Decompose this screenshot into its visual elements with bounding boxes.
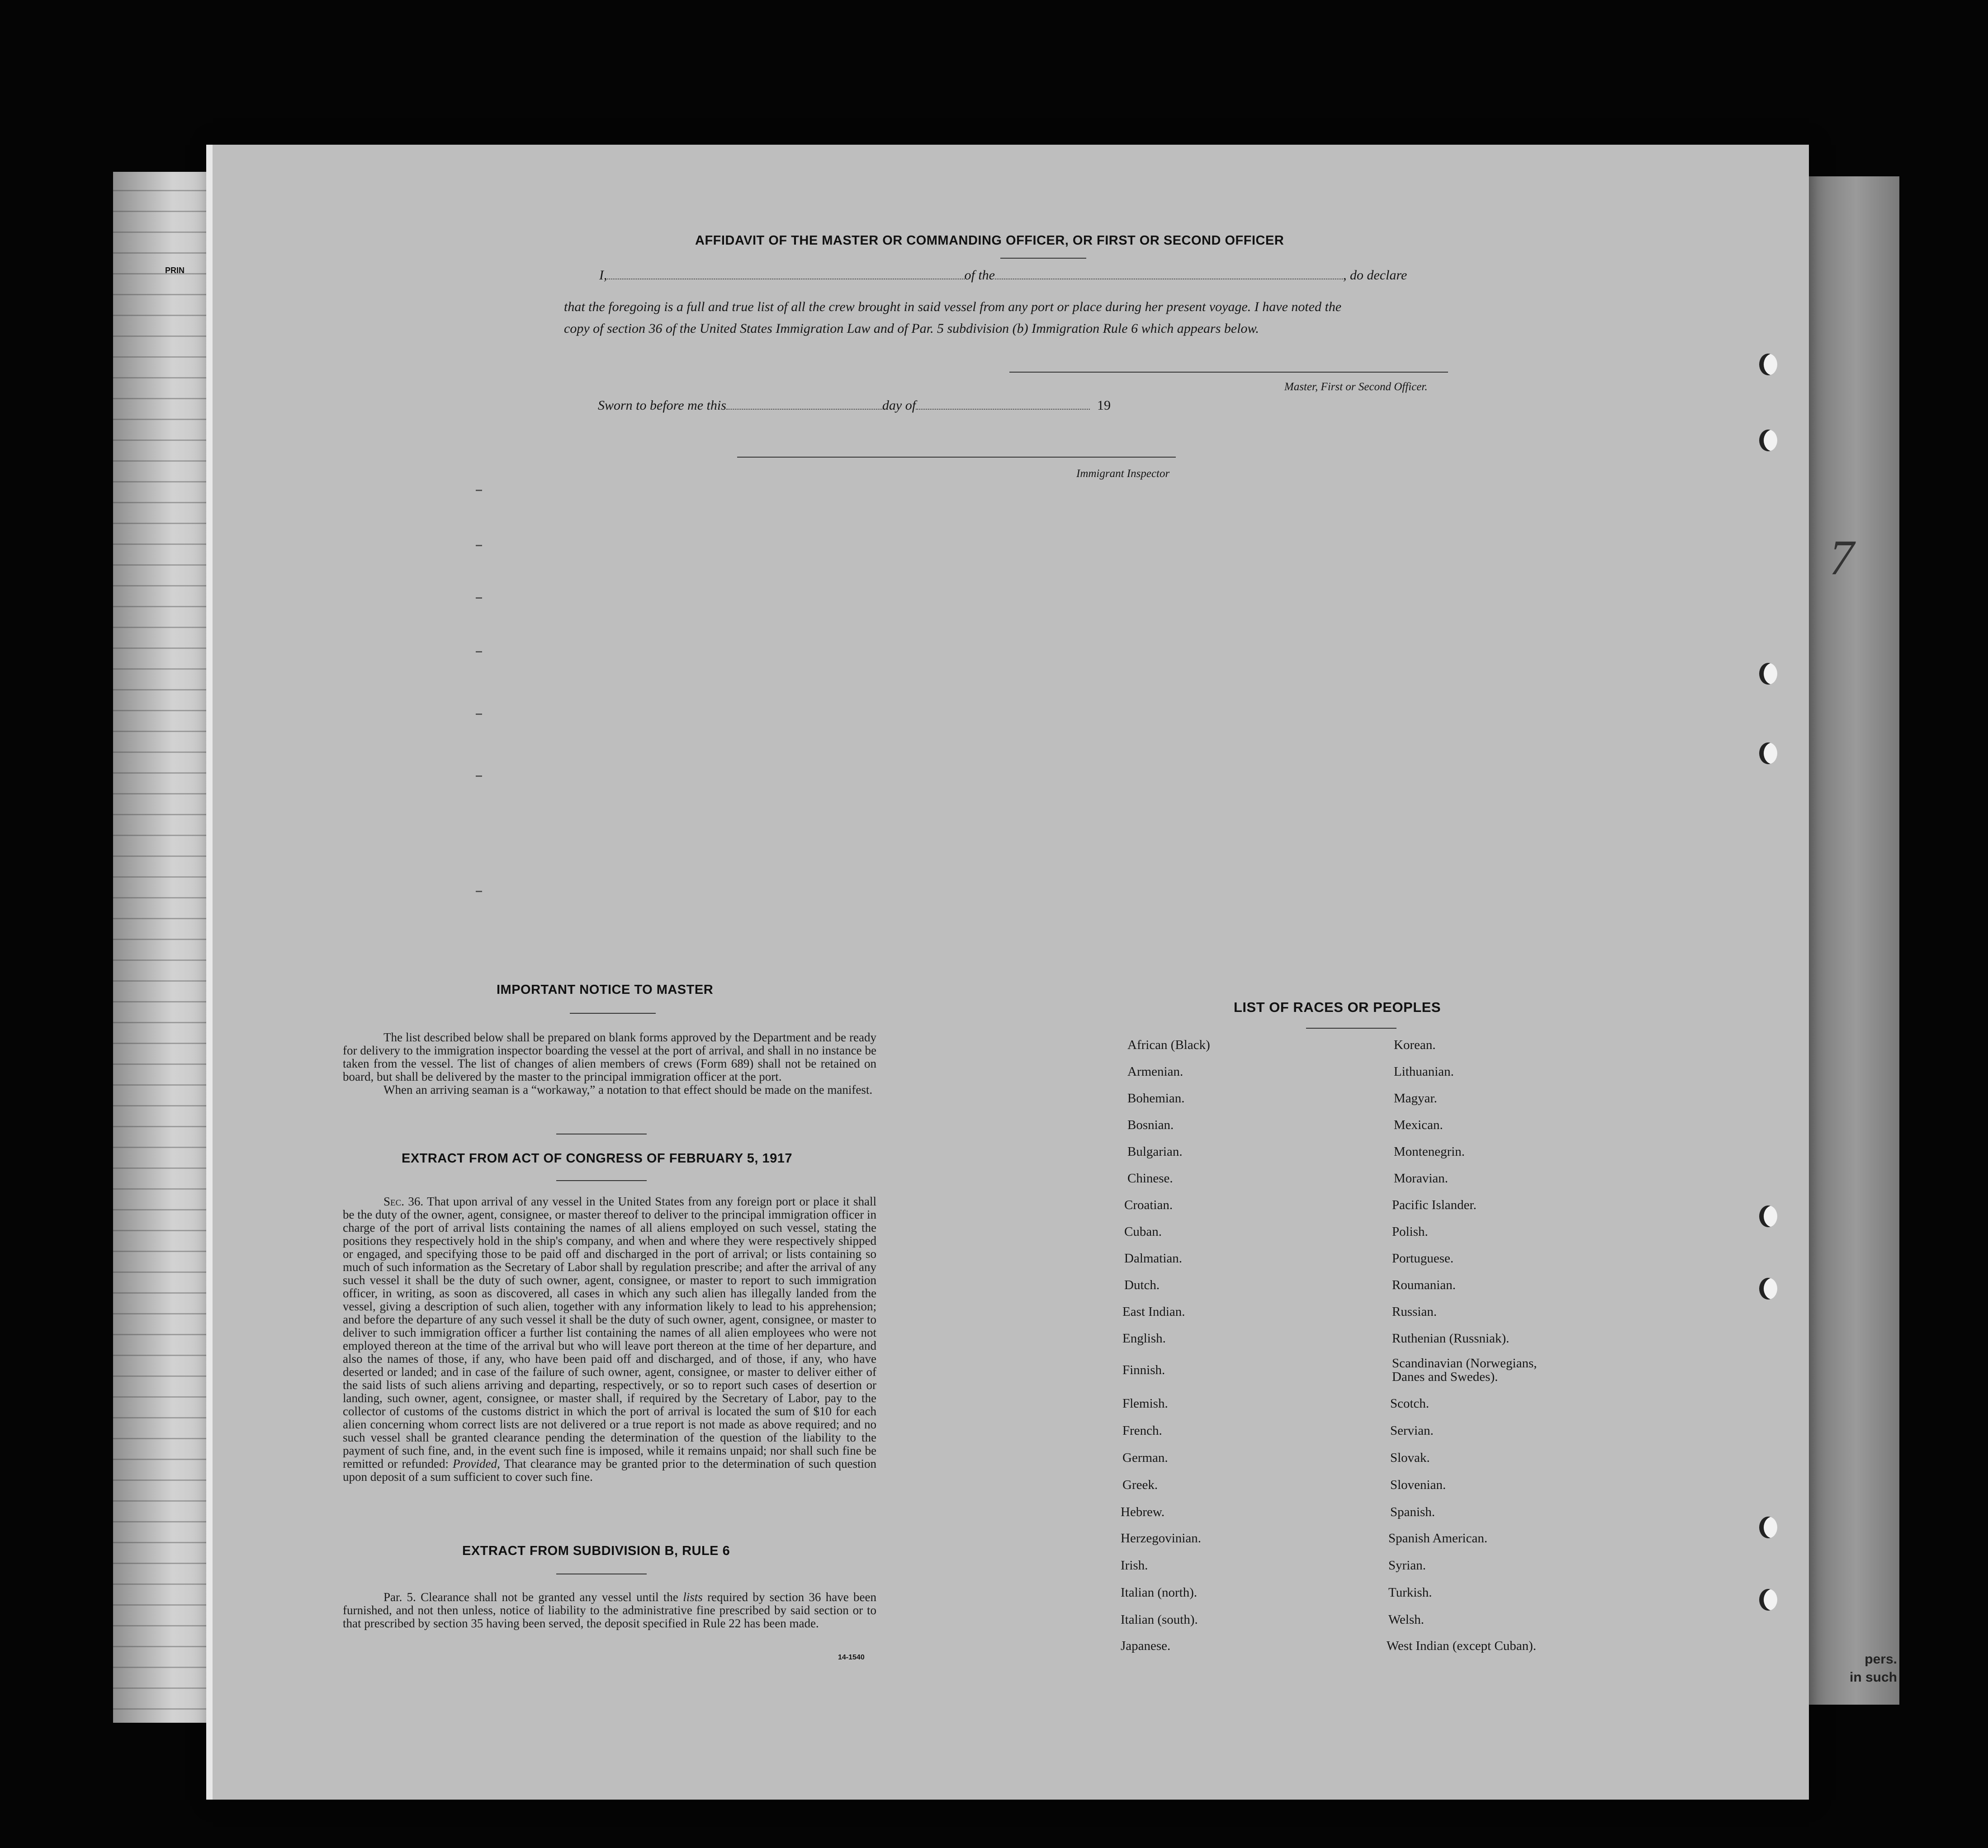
sec-label: Sec. 36. (383, 1195, 424, 1208)
vessel-name-field[interactable] (995, 268, 1343, 279)
race-item: Slovak. (1390, 1451, 1430, 1465)
rule-text-end: required by section 36 have been furnished, and not then unless, notice of liability to the administrative fine prescribed by said section or to that prescribed by section 35 having been served, the deposit specified in Rule 22 has been made. (343, 1590, 876, 1630)
race-item: Welsh. (1388, 1612, 1425, 1627)
race-item: Herzegovinian. (1121, 1531, 1201, 1546)
race-item: Servian. (1390, 1423, 1434, 1438)
race-item: Cuban. (1124, 1224, 1162, 1239)
race-item: Croatian. (1124, 1198, 1173, 1212)
of-the-label: of the (964, 268, 995, 283)
punch-hole (1759, 430, 1777, 451)
race-item: Italian (south). (1121, 1612, 1198, 1627)
inspector-signature-line[interactable] (737, 457, 1176, 458)
race-item: Armenian. (1127, 1064, 1183, 1079)
vessel-name-underline (1000, 258, 1086, 259)
race-item: Roumanian. (1392, 1278, 1456, 1292)
race-item: Flemish. (1122, 1396, 1168, 1411)
race-item: Pacific Islander. (1392, 1198, 1477, 1212)
race-item: East Indian. (1122, 1304, 1185, 1319)
provided-label: Provided, (453, 1457, 500, 1470)
races-title-rule (1306, 1028, 1396, 1029)
margin-mark (476, 490, 482, 491)
race-item: Scotch. (1390, 1396, 1429, 1411)
race-item: Hebrew. (1121, 1505, 1165, 1519)
race-item: Japanese. (1121, 1639, 1171, 1653)
day-of-label: day of (882, 398, 916, 413)
punch-hole (1759, 1278, 1777, 1300)
race-item: Bulgarian. (1127, 1144, 1183, 1159)
race-item: Moravian. (1394, 1171, 1448, 1186)
race-item: English. (1122, 1331, 1166, 1346)
margin-mark (476, 651, 482, 652)
notice-paragraph-1: The list described below shall be prepared on blank forms approved by the Department and be ready for delivery to the immigration inspector boarding the vessel at the port of arrival, and shall in no instance be taken from the vessel. The list of changes of alien members of crews (Form 689) shall not be retained on board, but shall be delivered by the master to the principal immigration officer at the port. (343, 1030, 876, 1083)
year-prefix: 19 (1097, 398, 1111, 413)
margin-mark (476, 714, 482, 715)
master-signature-label: Master, First or Second Officer. (1284, 381, 1428, 393)
punch-hole (1759, 663, 1777, 685)
race-item: Greek. (1122, 1478, 1158, 1492)
notice-title: IMPORTANT NOTICE TO MASTER (497, 983, 714, 997)
race-item: Mexican. (1394, 1118, 1443, 1132)
race-item: Polish. (1392, 1224, 1428, 1239)
i-label: I, (599, 268, 607, 283)
punch-hole (1759, 1589, 1777, 1611)
rule-text-start: Par. 5. Clearance shall not be granted any vessel until the (383, 1590, 678, 1604)
sworn-month-field[interactable] (916, 398, 1090, 410)
underlying-page-label-right: pers. in such (1849, 1652, 1897, 1685)
race-item: Dalmatian. (1124, 1251, 1183, 1266)
race-item: Portuguese. (1392, 1251, 1454, 1266)
do-declare-label: , do declare (1343, 268, 1407, 283)
underlying-page-label-left: PRIN (165, 266, 185, 275)
sworn-line (598, 398, 1111, 413)
race-item: Slovenian. (1390, 1478, 1446, 1492)
race-item: Italian (north). (1121, 1585, 1198, 1600)
race-item: Bohemian. (1127, 1091, 1185, 1106)
act-title: EXTRACT FROM ACT OF CONGRESS OF FEBRUARY 5, 1917 (402, 1151, 793, 1166)
inspector-label: Immigrant Inspector (1076, 468, 1170, 480)
margin-mark (476, 775, 482, 777)
race-item: Spanish American. (1388, 1531, 1488, 1546)
page-number-mark: 7 (1829, 530, 1854, 585)
race-item: Ruthenian (Russniak). (1392, 1331, 1510, 1346)
document-page (213, 145, 1809, 1800)
rule-title: EXTRACT FROM SUBDIVISION B, RULE 6 (462, 1544, 730, 1558)
form-number: 14-1540 (838, 1654, 865, 1661)
affidavit-line-1 (599, 268, 1407, 283)
act-text: That upon arrival of any vessel in the United States from any foreign port or place it shall be the duty of the owner, agent, consignee, or master thereof to deliver to the principal immigration officer in charge of the port of arrival lists containing the names of all aliens employed on such vessel, stating the positions they respectively hold in the ship's company, and when and where they were respectively shipped or engaged, and specifying those to be paid off and discharged in the port of arrival; or lists containing so much of such information as the Secretary of Labor shall by regulation prescribe; and after the arrival of any such vessel it shall be the duty of such owner, agent, consignee, or master to report to such immigration officer, in writing, as soon as discovered, all cases in which any such alien has illegally landed from the vessel, giving a description of such alien, together with any information likely to lead to his apprehension; and before the departure of any such vessel it shall be the duty of such owner, agent, consignee, or master to deliver to such immigration officer a further list containing the names of all alien employees who were not employed thereon at the time of the arrival but who will leave port thereon at the time of her departure, and also the names of those, if any, who have been paid off and discharged, and of those, if any, who have deserted or landed; and in case of the failure of such owner, agent, consignee, or master to deliver either of the said lists of such aliens arriving and departing, respectively, or so to report such cases of desertion or landing, such owner, agent, consignee, or master shall, if required by the Secretary of Labor, pay to the collector of customs of the customs district in which the port of arrival is located the sum of $10 for each alien concerning whom correct lists are not delivered or a true report is not made as above required; and no such vessel shall be granted clearance pending the determination of the question of the liability to the payment of such fine, and, in the event such fine is imposed, while it remains unpaid; nor shall such fine be remitted or refunded: (343, 1195, 877, 1470)
affidavit-statement-1: that the foregoing is a full and true list of all the crew brought in said vessel from any port or place during her present voyage. I have noted the (564, 299, 1342, 314)
lists-word: lists (683, 1590, 703, 1604)
race-item: Magyar. (1394, 1091, 1437, 1106)
race-item: African (Black) (1127, 1038, 1210, 1052)
act-body (343, 1195, 876, 1484)
margin-mark (476, 545, 482, 546)
officer-name-field[interactable] (607, 268, 965, 279)
punch-hole (1759, 1517, 1777, 1538)
master-signature-line[interactable] (1009, 372, 1448, 373)
race-item: Lithuanian. (1394, 1064, 1454, 1079)
race-item: Chinese. (1127, 1171, 1173, 1186)
race-item: German. (1122, 1451, 1168, 1465)
act-title-bottom-rule (556, 1180, 647, 1181)
race-item: French. (1122, 1423, 1162, 1438)
race-item: Scandinavian (Norwegians, Danes and Swedes). (1392, 1356, 1537, 1384)
race-item: Irish. (1121, 1558, 1148, 1573)
affidavit-statement-2: copy of section 36 of the United States Immigration Law and of Par. 5 subdivision (b) Immigration Rule 6 which appears below. (564, 321, 1259, 336)
margin-mark (476, 891, 482, 892)
race-item: West Indian (except Cuban). (1387, 1639, 1537, 1653)
punch-hole (1759, 354, 1777, 375)
notice-paragraph-2: When an arriving seaman is a “workaway,” a notation to that effect should be made on the manifest. (383, 1083, 873, 1097)
sworn-day-field[interactable] (726, 398, 882, 410)
race-item: Russian. (1392, 1304, 1437, 1319)
rule-body (343, 1591, 876, 1630)
notice-body (343, 1031, 876, 1097)
race-item: Syrian. (1388, 1558, 1426, 1573)
race-item: Korean. (1394, 1038, 1436, 1052)
race-item: Bosnian. (1127, 1118, 1174, 1132)
race-item: Spanish. (1390, 1505, 1435, 1519)
race-item: Finnish. (1122, 1363, 1165, 1377)
margin-mark (476, 597, 482, 599)
notice-title-rule (570, 1013, 656, 1014)
race-item: Turkish. (1388, 1585, 1432, 1600)
sworn-label: Sworn to before me this (598, 398, 726, 413)
races-title: LIST OF RACES OR PEOPLES (1234, 999, 1441, 1015)
affidavit-title: AFFIDAVIT OF THE MASTER OR COMMANDING OFFICER, OR FIRST OR SECOND OFFICER (695, 233, 1284, 248)
act-text-end: That clearance may be granted prior to the determination of such question upon deposit of a sum sufficient to cover such fine. (343, 1457, 876, 1484)
punch-hole (1759, 742, 1777, 764)
punch-hole (1759, 1205, 1777, 1227)
race-item: Dutch. (1124, 1278, 1160, 1292)
race-item: Montenegrin. (1394, 1144, 1465, 1159)
